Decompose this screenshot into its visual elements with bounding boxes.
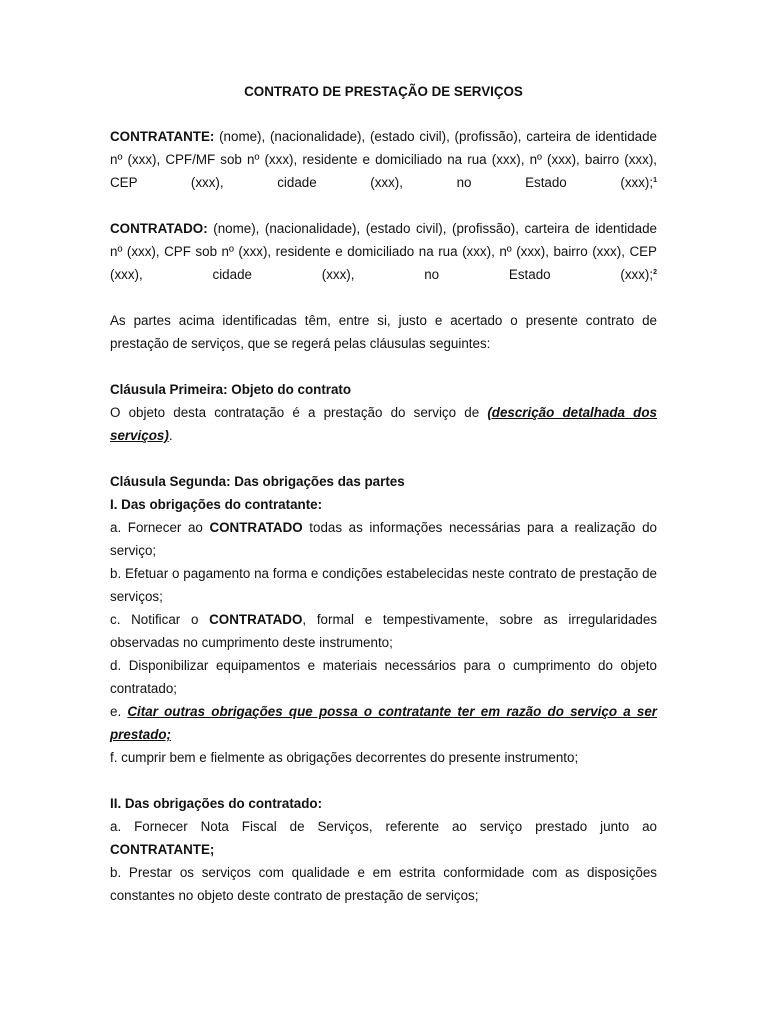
footnote-marker-1[interactable]: 1 xyxy=(653,177,657,184)
footnote-marker-2[interactable]: 2 xyxy=(653,269,657,276)
obligation-ii-item-b: b. Prestar os serviços com qualidade e em estrita conformidade com as disposições constantes no objeto deste contrato de prestação de serviços; xyxy=(110,865,657,903)
obligation-item-c xyxy=(110,608,657,654)
contratante-text: (nome), (nacionalidade), (estado civil), (profissão), carteira de identidade nº (xxx), CPF/MF sob nº (xxx), residente e domiciliado na rua (xxx), nº (xxx), bairro (xxx), CEP (xxx), cidade (xxx), no Estado (xxx); xyxy=(110,129,657,190)
clausula-1-text xyxy=(110,401,657,447)
obligation-item-a xyxy=(110,516,657,562)
clausula-1-heading: Cláusula Primeira: Objeto do contrato xyxy=(110,382,352,397)
clausula-1-placeholder: (descrição detalhada dos serviços) xyxy=(110,405,657,443)
contratado-obligations-heading: II. Das obrigações do contratado: xyxy=(110,796,323,811)
contratado-label: CONTRATADO: xyxy=(110,221,208,236)
contratante-paragraph xyxy=(110,125,657,194)
clausula-1-end: . xyxy=(168,428,173,443)
item-e-placeholder: Citar outras obrigações que possa o contratante ter em razão do serviço a ser prestado; xyxy=(110,704,657,742)
clausula-1-lead: O objeto desta contratação é a prestação do serviço de xyxy=(110,405,488,420)
contract-title: CONTRATO DE PRESTAÇÃO DE SERVIÇOS xyxy=(244,84,523,99)
contratante-obligations-heading: I. Das obrigações do contratante: xyxy=(110,497,323,512)
contratante-label: CONTRATANTE: xyxy=(110,129,215,144)
intro-paragraph: As partes acima identificadas têm, entre si, justo e acertado o presente contrato de prestação de serviços, que se regerá pelas cláusulas seguintes: xyxy=(110,313,657,351)
obligation-item-d: d. Disponibilizar equipamentos e materiais necessários para o cumprimento do objeto contratado; xyxy=(110,658,657,696)
item-c-pre: c. Notificar o xyxy=(110,612,210,627)
obligation-ii-item-a xyxy=(110,815,657,861)
item-a-post: todas as informações necessárias para a realização do serviço; xyxy=(110,520,657,558)
item-a-pre: a. Fornecer ao xyxy=(110,520,210,535)
item-a-bold: CONTRATADO xyxy=(209,520,303,535)
obligation-item-e xyxy=(110,700,657,746)
item-c-post: , formal e tempestivamente, sobre as irregularidades observadas no cumprimento deste instrumento; xyxy=(110,612,657,650)
item-e-pre: e. xyxy=(110,704,128,719)
item2-a-bold: CONTRATANTE; xyxy=(110,842,215,857)
contratado-text: (nome), (nacionalidade), (estado civil), (profissão), carteira de identidade nº (xxx), CPF sob nº (xxx), residente e domiciliado na rua (xxx), nº (xxx), bairro (xxx), CEP (xxx), cidade (xxx), no Estado (xxx); xyxy=(110,221,657,282)
obligation-item-f: f. cumprir bem e fielmente as obrigações decorrentes do presente instrumento; xyxy=(110,750,579,765)
item-c-bold: CONTRATADO xyxy=(209,612,303,627)
clausula-2-heading: Cláusula Segunda: Das obrigações das partes xyxy=(110,474,405,489)
contratado-paragraph xyxy=(110,217,657,286)
item2-a-pre: a. Fornecer Nota Fiscal de Serviços, referente ao serviço prestado junto ao xyxy=(110,819,657,834)
contract-body xyxy=(110,80,657,907)
obligation-item-b: b. Efetuar o pagamento na forma e condições estabelecidas neste contrato de prestação de serviços; xyxy=(110,566,657,604)
